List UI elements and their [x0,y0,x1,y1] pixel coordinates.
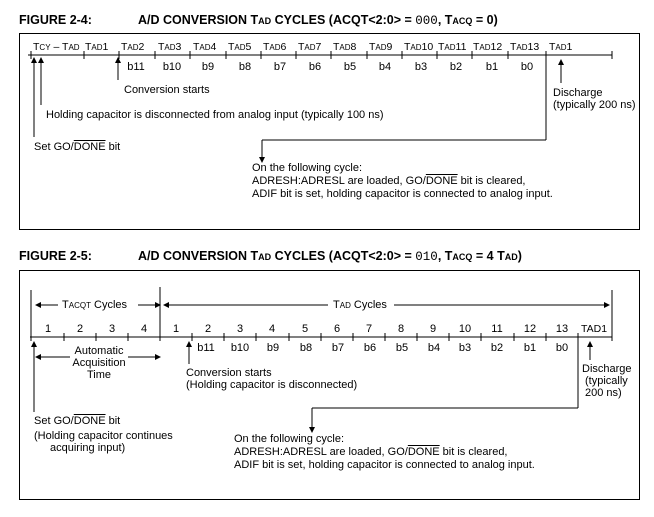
fig5-acq-number: 4 [140,323,148,335]
fig4-bit-label: b9 [201,61,215,73]
fig4-tcy-label: TCY – TAD [33,41,80,53]
fig5-acq-number: 2 [76,323,84,335]
fig5-title: A/D CONVERSION TAD CYCLES (ACQT<2:0> = 010, TACQ = 4 TAD) [138,249,522,264]
fig4-holding-disconnected: Holding capacitor is disconnected from analog input (typically 100 ns) [46,109,384,121]
fig4-following-3: ADIF bit is set, holding capacitor is connected to analog input. [252,188,553,200]
fig4-following-1: On the following cycle: [252,162,363,174]
fig5-tad-number: 3 [236,323,244,335]
fig4-bit-label: b11 [127,61,145,73]
fig4-tad-label: TAD3 [158,41,182,53]
fig5-tacqt-cycles: TACQT Cycles [62,299,128,311]
fig4-tad-label: TAD7 [298,41,322,53]
fig4-bit-label: b6 [308,61,322,73]
fig5-bit-label: b6 [363,342,377,354]
fig4-tad-label: TAD8 [333,41,357,53]
fig5-tad-number: 11 [491,323,503,335]
fig5-following-3: ADIF bit is set, holding capacitor is connected to analog input. [234,459,535,471]
fig4-tad-label: TAD12 [473,41,503,53]
fig4-bit-label: b8 [238,61,252,73]
fig5-tad-number: 10 [458,323,472,335]
fig5-tad-number: 4 [268,323,276,335]
fig5-discharge-1: Discharge [582,363,632,375]
fig5-bit-label: b5 [395,342,409,354]
fig4-bit-label: b2 [449,61,463,73]
fig5-tad-number: 13 [555,323,569,335]
fig5-tad-number: 7 [365,323,373,335]
fig4-discharge-2: (typically 200 ns) [553,99,636,111]
fig4-bit-label: b7 [273,61,287,73]
fig4-bit-label: b10 [162,61,182,73]
fig4-tad-label: TAD9 [369,41,393,53]
fig4-tad-label: TAD2 [121,41,145,53]
fig4-tad-label: TAD10 [404,41,434,53]
fig5-tad-number: 9 [429,323,437,335]
fig4-tad-label: TAD1 [549,41,573,53]
fig5-tad-number: 8 [397,323,405,335]
fig4-bit-label: b5 [343,61,357,73]
fig5-tad-number: 6 [333,323,341,335]
fig5-discharge-2: (typically [585,375,628,387]
fig5-discharge-3: 200 ns) [585,387,622,399]
fig4-title: A/D CONVERSION TAD CYCLES (ACQT<2:0> = 000, TACQ = 0) [138,13,498,28]
fig5-bit-label: b2 [490,342,504,354]
fig5-bit-label: b9 [266,342,280,354]
fig5-tad-number: 12 [523,323,537,335]
fig4-tad-label: TAD1 [85,41,109,53]
fig5-acquiring-input: acquiring input) [50,442,126,454]
fig4-tad-label: TAD4 [193,41,217,53]
fig4-bit-label: b0 [520,61,534,73]
fig4-tad-label: TAD6 [263,41,287,53]
fig5-holding-disconnected: (Holding capacitor is disconnected) [186,379,358,391]
fig5-acq-number: 3 [108,323,116,335]
fig5-acquisition: Acquisition [72,357,126,369]
fig4-bit-label: b4 [378,61,392,73]
fig4-set-go-bit: Set GO/DONE bit [34,141,121,153]
fig5-number: FIGURE 2-5: [19,249,92,263]
fig5-set-go-bit: Set GO/DONE bit [34,415,121,427]
fig4-bit-label: b3 [414,61,428,73]
fig5-following-1: On the following cycle: [234,433,345,445]
fig5-bit-label: b11 [197,342,215,354]
fig5-tad-number: 2 [204,323,212,335]
fig5-bit-label: b1 [523,342,537,354]
fig5-bit-label: b7 [331,342,345,354]
fig4-conversion-starts: Conversion starts [124,84,210,96]
fig5-following-2: ADRESH:ADRESL are loaded, GO/DONE bit is cleared, [234,446,508,458]
fig4-tad-label: TAD5 [228,41,252,53]
fig4-following-2: ADRESH:ADRESL are loaded, GO/DONE bit is cleared, [252,175,526,187]
fig4-discharge-1: Discharge [553,87,603,99]
fig5-tad-end: TAD1 [581,323,608,335]
fig4-tad-label: TAD13 [510,41,540,53]
fig4-number: FIGURE 2-4: [19,13,92,27]
fig5-bit-label: b0 [555,342,569,354]
fig5-bit-label: b4 [427,342,441,354]
fig5-acq-number: 1 [44,323,52,335]
fig5-conversion-starts: Conversion starts [186,367,272,379]
fig5-holding-continues: (Holding capacitor continues [34,430,173,442]
fig5-bit-label: b8 [299,342,313,354]
fig5-automatic: Automatic [74,345,124,357]
fig4-tad-label: TAD11 [438,41,467,53]
fig5-tad-number: 1 [172,323,180,335]
fig5-time: Time [86,369,112,381]
fig5-tad-cycles: TAD Cycles [333,299,387,311]
fig5-tad-number: 5 [301,323,309,335]
fig5-bit-label: b10 [230,342,250,354]
fig4-bit-label: b1 [485,61,499,73]
fig5-bit-label: b3 [458,342,472,354]
